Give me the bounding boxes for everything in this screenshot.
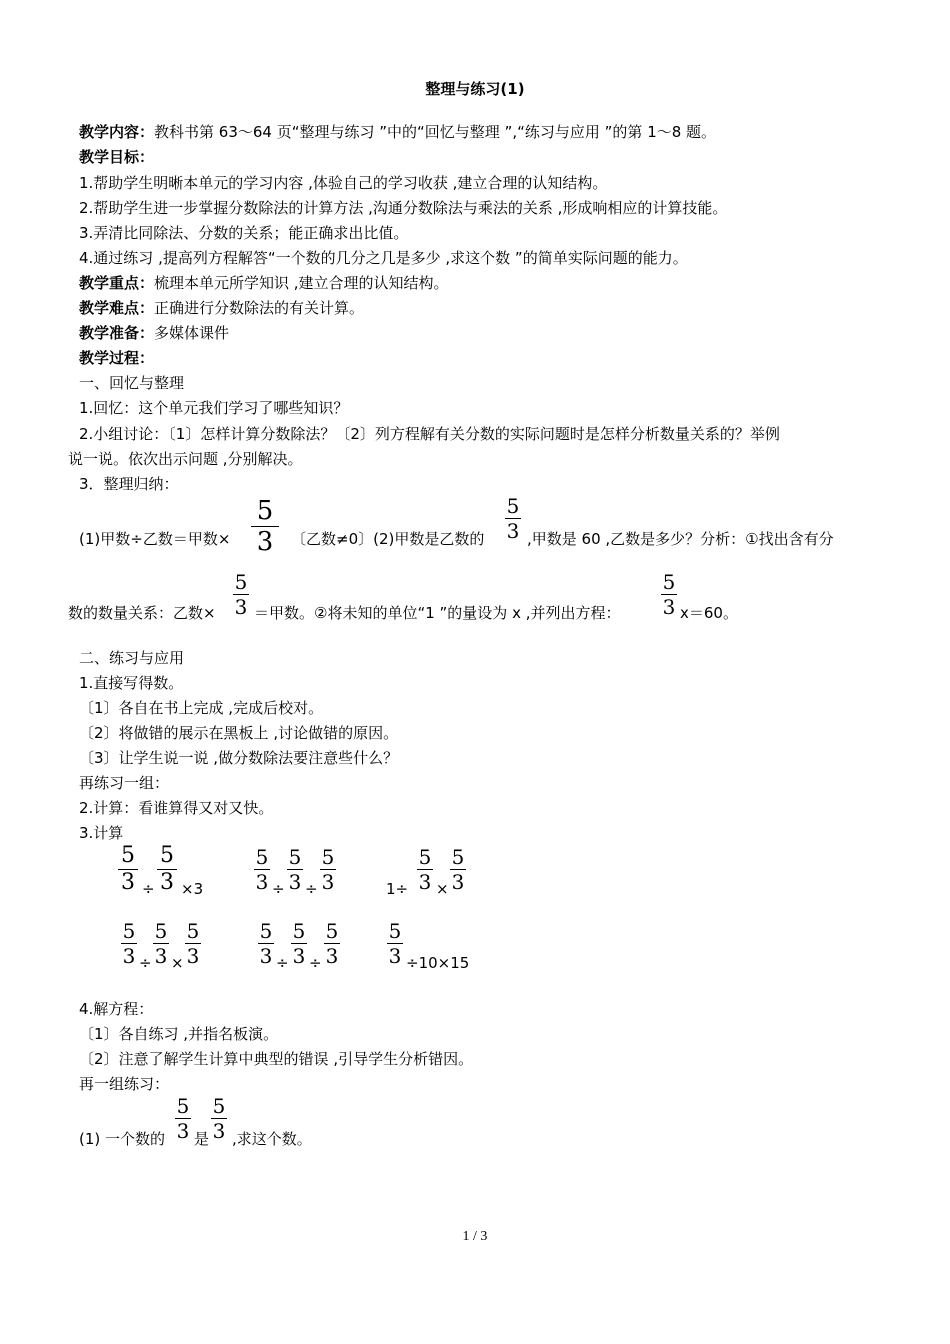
fraction [450, 847, 466, 892]
difficulty-text: 正确进行分数除法的有关计算。 [154, 299, 365, 317]
s2-p1-1: 〔1〕各自在书上完成 ,完成后校对。 [79, 699, 324, 717]
s2-heading: 二、练习与应用 [79, 649, 185, 667]
fraction [211, 1096, 227, 1141]
operator: ÷10×15 [406, 954, 470, 972]
fraction-denominator: 3 [234, 595, 248, 619]
fraction-numerator: 5 [160, 843, 174, 868]
fraction-numerator: 5 [122, 919, 136, 943]
summary-r2-a: 数的数量关系：乙数× [68, 604, 216, 622]
s1-q3: 3．整理归纳： [79, 475, 179, 493]
fraction-numerator: 5 [506, 494, 520, 518]
fraction-denominator: 3 [186, 944, 200, 968]
content-label: 教学内容： [79, 123, 155, 141]
exercise-1-a: (1) 一个数的 [79, 1130, 166, 1148]
operator: 1÷ [386, 880, 409, 898]
fraction-denominator: 3 [292, 944, 306, 968]
fraction [417, 847, 433, 892]
key-text: 梳理本单元所学知识 ,建立合理的认知结构。 [154, 274, 449, 292]
s2-p4: 4.解方程： [79, 1000, 154, 1018]
summary-r2-c: x＝60。 [680, 604, 738, 622]
fraction-denominator: 3 [506, 519, 520, 543]
exercise-1-c: ,求这个数。 [232, 1130, 312, 1148]
summary-r1-a: (1)甲数÷乙数＝甲数× [79, 530, 231, 548]
s1-q2a: 2.小组讨论：〔1〕怎样计算分数除法？〔2〕列方程解有关分数的实际问题时是怎样分析数量关系的？举例 [79, 425, 780, 443]
fraction-denominator: 3 [321, 870, 335, 894]
fraction-denominator: 3 [325, 944, 339, 968]
fraction [320, 847, 336, 892]
fraction-numerator: 5 [292, 919, 306, 943]
fraction-numerator: 5 [662, 570, 676, 594]
goal-3: 3.弄清比同除法、分数的关系；能正确求出比值。 [79, 224, 409, 242]
s1-q2b: 说一说。依次出示问题 ,分别解决。 [68, 450, 303, 468]
operator: × [171, 954, 184, 972]
s2-p1-3: 〔3〕让学生说一说 ,做分数除法要注意些什么？ [79, 749, 399, 767]
fraction-denominator: 3 [451, 870, 465, 894]
fraction-numerator: 5 [176, 1094, 190, 1118]
prep-line [79, 323, 229, 343]
fraction-numerator: 5 [234, 570, 248, 594]
goal-2: 2.帮助学生进一步掌握分数除法的计算方法 ,沟通分数除法与乘法的关系 ,形成响相应的计算技能。 [79, 199, 728, 217]
fraction-numerator: 5 [321, 845, 335, 869]
fraction [175, 1096, 191, 1141]
s2-again: 再练习一组： [79, 774, 170, 792]
operator: ×3 [181, 880, 204, 898]
fraction [254, 847, 270, 892]
s2-p4-1: 〔1〕各自练习 ,并指名板演。 [79, 1025, 279, 1043]
content-line [79, 122, 716, 142]
operator: ÷ [309, 954, 322, 972]
fraction-denominator: 3 [122, 944, 136, 968]
fraction-numerator: 5 [288, 845, 302, 869]
fraction-numerator: 5 [451, 845, 465, 869]
s2-p3: 3.计算 [79, 824, 124, 842]
goals-label: 教学目标： [79, 148, 155, 166]
fraction-denominator: 3 [259, 944, 273, 968]
fraction-denominator: 3 [662, 595, 676, 619]
difficulty-line [79, 298, 364, 318]
exercise-1-b: 是 [194, 1130, 210, 1148]
fraction-numerator: 5 [259, 919, 273, 943]
s2-again2: 再一组练习： [79, 1075, 170, 1093]
operator: ÷ [142, 880, 155, 898]
fraction-numerator: 5 [418, 845, 432, 869]
summary-r2-b: ＝甲数。②将未知的单位“1 ”的量设为 x ,并列出方程： [254, 604, 621, 622]
fraction-denominator: 3 [212, 1119, 226, 1143]
fraction-numerator: 5 [121, 843, 135, 868]
difficulty-label: 教学难点： [79, 299, 155, 317]
fraction [505, 496, 521, 541]
content-text: 教科书第 63～64 页“整理与练习 ”中的“回忆与整理 ”,“练习与应用 ”的第 1～8 题。 [154, 123, 717, 141]
fraction-denominator: 3 [256, 527, 274, 557]
fraction-numerator: 5 [255, 845, 269, 869]
operator: ÷ [272, 880, 285, 898]
fraction [157, 845, 177, 894]
fraction [287, 847, 303, 892]
fraction [291, 921, 307, 966]
fraction [233, 572, 249, 617]
fraction-numerator: 5 [325, 919, 339, 943]
fraction-numerator: 5 [256, 496, 274, 526]
fraction-denominator: 3 [121, 870, 135, 895]
prep-text: 多媒体课件 [154, 324, 230, 342]
s2-p1: 1.直接写得数。 [79, 674, 184, 692]
goal-4: 4.通过练习 ,提高列方程解答“一个数的几分之几是多少 ,求这个数 ”的简单实际问题的能力。 [79, 249, 688, 267]
fraction [324, 921, 340, 966]
s1-q1: 1.回忆：这个单元我们学习了哪些知识？ [79, 399, 349, 417]
fraction [153, 921, 169, 966]
fraction [661, 572, 677, 617]
key-line [79, 273, 449, 293]
fraction [185, 921, 201, 966]
fraction-denominator: 3 [160, 870, 174, 895]
fraction [118, 845, 138, 894]
goal-1: 1.帮助学生明晰本单元的学习内容 ,体验自己的学习收获 ,建立合理的认知结构。 [79, 174, 608, 192]
key-label: 教学重点： [79, 274, 155, 292]
fraction-numerator: 5 [388, 919, 402, 943]
operator: × [436, 880, 449, 898]
fraction-denominator: 3 [154, 944, 168, 968]
s2-p4-2: 〔2〕注意了解学生计算中典型的错误 ,引导学生分析错因。 [79, 1050, 474, 1068]
fraction-denominator: 3 [255, 870, 269, 894]
fraction-numerator: 5 [154, 919, 168, 943]
fraction-numerator: 5 [186, 919, 200, 943]
process-label: 教学过程： [79, 349, 155, 367]
operator: ÷ [139, 954, 152, 972]
fraction [251, 498, 279, 555]
operator: ÷ [305, 880, 318, 898]
fraction [121, 921, 137, 966]
fraction-denominator: 3 [288, 870, 302, 894]
fraction [387, 921, 403, 966]
summary-r1-b: 〔乙数≠0〕(2)甲数是乙数的 [291, 530, 485, 548]
s2-p2: 2.计算：看谁算得又对又快。 [79, 799, 274, 817]
operator: ÷ [276, 954, 289, 972]
page-number: 1 / 3 [462, 1229, 488, 1244]
s2-p1-2: 〔2〕将做错的展示在黑板上 ,讨论做错的原因。 [79, 724, 399, 742]
fraction-denominator: 3 [176, 1119, 190, 1143]
fraction-denominator: 3 [418, 870, 432, 894]
s1-heading: 一、回忆与整理 [79, 374, 185, 392]
page-title: 整理与练习(1) [425, 80, 525, 98]
prep-label: 教学准备： [79, 324, 155, 342]
summary-r1-c: ,甲数是 60 ,乙数是多少？分析：①找出含有分 [527, 530, 834, 548]
fraction-denominator: 3 [388, 944, 402, 968]
fraction [258, 921, 274, 966]
fraction-numerator: 5 [212, 1094, 226, 1118]
